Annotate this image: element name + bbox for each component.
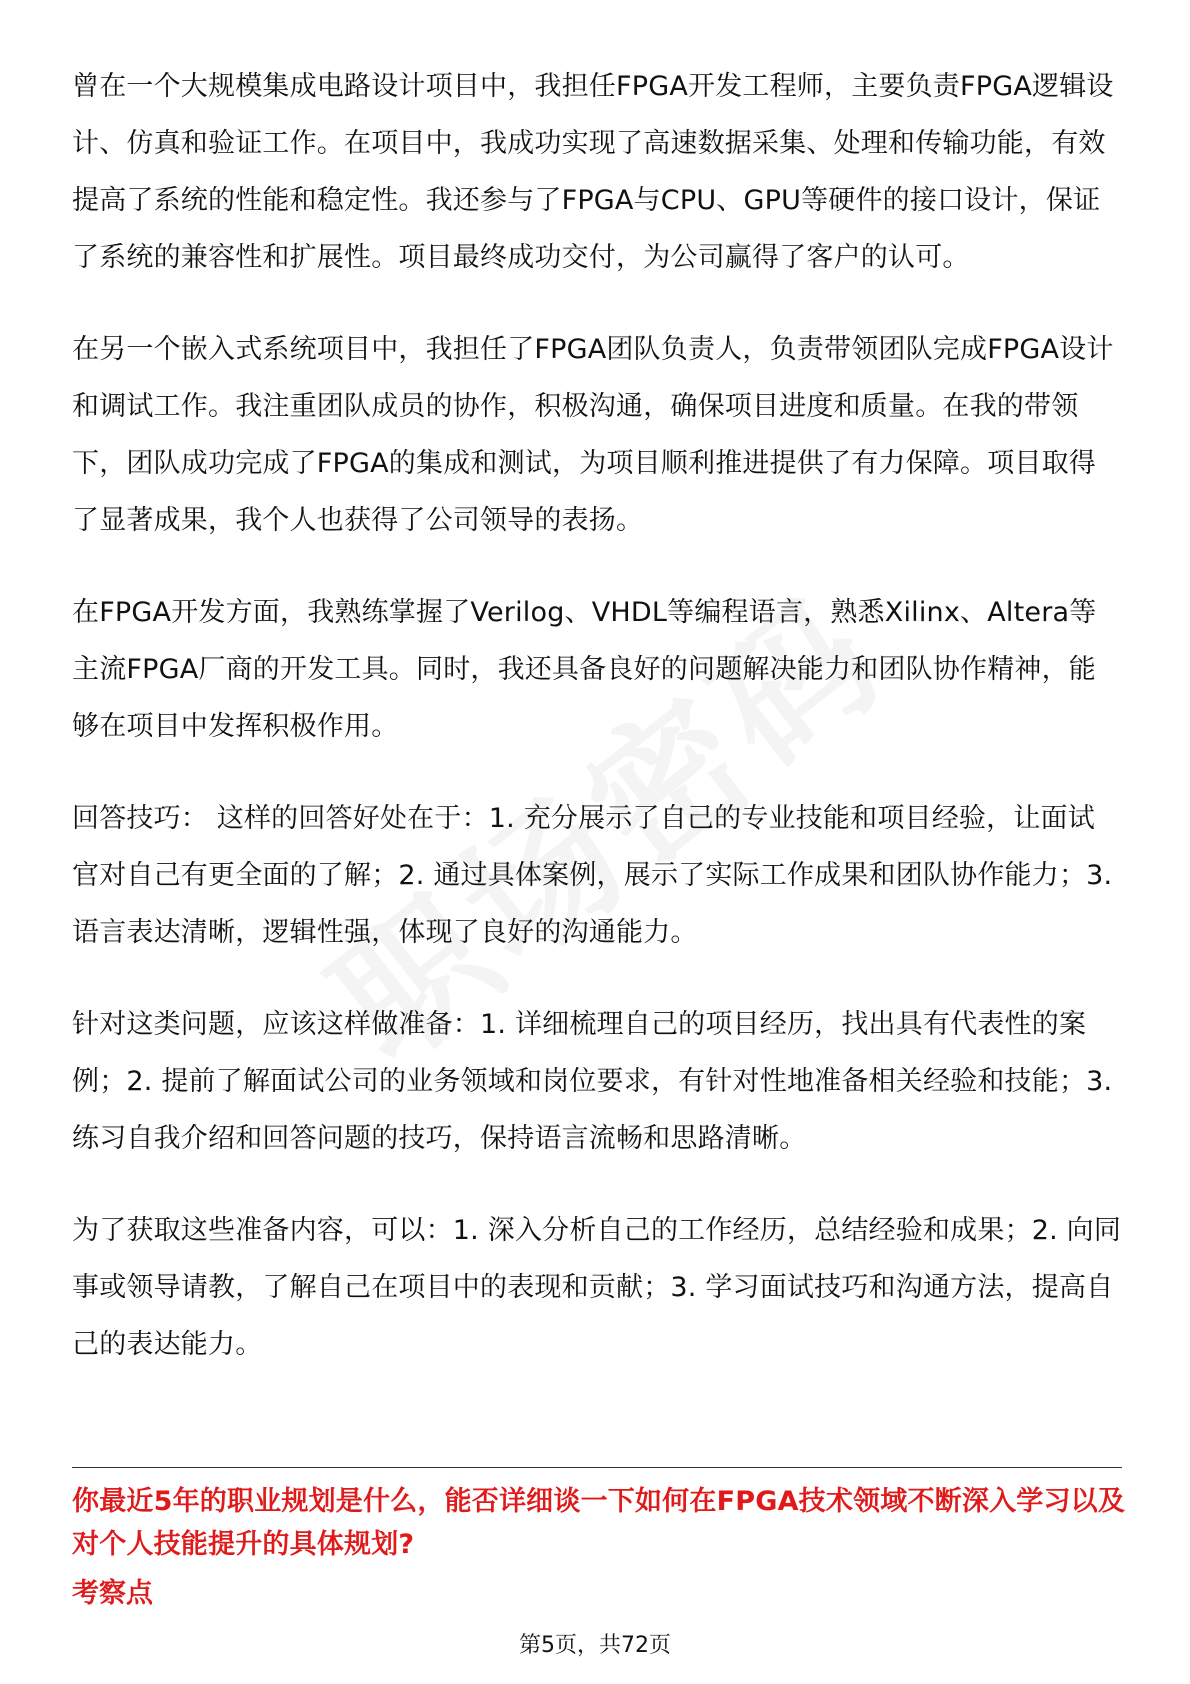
resources-paragraph: 为了获取这些准备内容，可以：1. 深入分析自己的工作经历，总结经验和成果；2. 向同事或领导请教，了解自己在项目中的表现和贡献；3. 学习面试技巧和沟通方法，提高自己的表达能力。 <box>72 1215 1122 1360</box>
preparation-paragraph: 针对这类问题，应该这样做准备：1. 详细梳理自己的项目经历，找出具有代表性的案例；2. 提前了解面试公司的业务领域和岗位要求，有针对性地准备相关经验和技能；3. 练习自我介绍和回答问题的技巧，保持语言流畅和思路清晰。 <box>72 1009 1113 1154</box>
tips-paragraph: 回答技巧： 这样的回答好处在于：1. 充分展示了自己的专业技能和项目经验，让面试官对自己有更全面的了解；2. 通过具体案例，展示了实际工作成果和团队协作能力；3. 语言表达清晰，逻辑性强，体现了良好的沟通能力。 <box>72 803 1113 948</box>
answer-paragraph: 在另一个嵌入式系统项目中，我担任了FPGA团队负责人，负责带领团队完成FPGA设计和调试工作。我注重团队成员的协作，积极沟通，确保项目进度和质量。在我的带领下，团队成功完成了FPGA的集成和测试，为项目顺利推进提供了有力保障。项目取得了显著成果，我个人也获得了公司领导的表扬。 <box>72 334 1114 536</box>
assessment-points-heading: 考察点 <box>72 1578 153 1609</box>
answer-paragraph: 在FPGA开发方面，我熟练掌握了Verilog、VHDL等编程语言，熟悉Xilinx、Altera等主流FPGA厂商的开发工具。同时，我还具备良好的问题解决能力和团队协作精神，能够在项目中发挥积极作用。 <box>72 597 1097 742</box>
interview-question: 你最近5年的职业规划是什么，能否详细谈一下如何在FPGA技术领域不断深入学习以及对个人技能提升的具体规划? <box>72 1486 1126 1560</box>
page-number: 第5页，共72页 <box>519 1633 671 1658</box>
section-divider <box>72 1467 1122 1468</box>
answer-body <box>72 58 1122 1408</box>
answer-paragraph: 曾在一个大规模集成电路设计项目中，我担任FPGA开发工程师，主要负责FPGA逻辑设计、仿真和验证工作。在项目中，我成功实现了高速数据采集、处理和传输功能，有效提高了系统的性能和稳定性。我还参与了FPGA与CPU、GPU等硬件的接口设计，保证了系统的兼容性和扩展性。项目最终成功交付，为公司赢得了客户的认可。 <box>72 71 1114 273</box>
